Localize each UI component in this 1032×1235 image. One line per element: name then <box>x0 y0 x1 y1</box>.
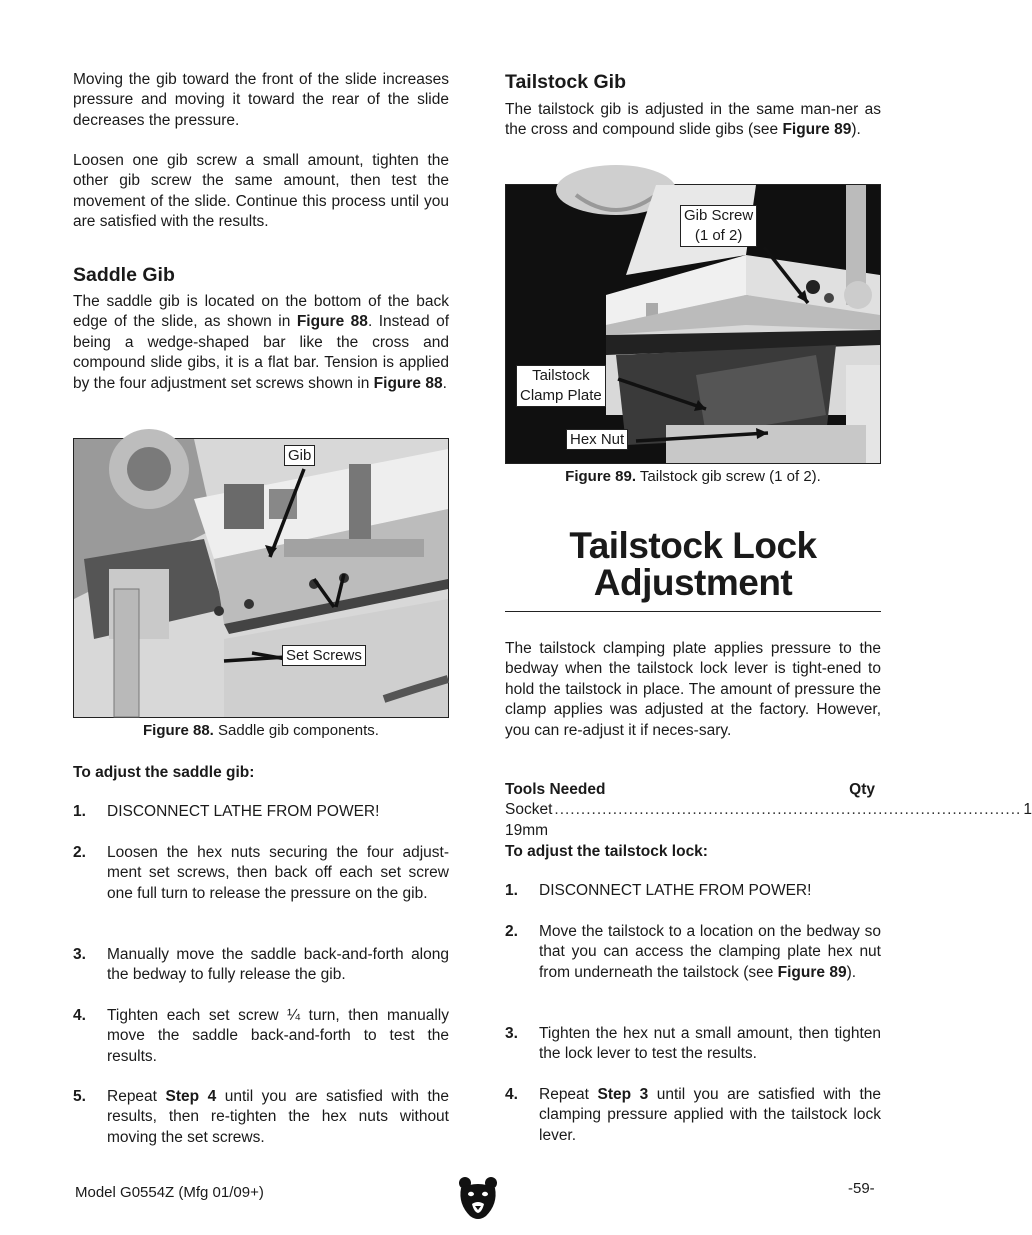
bear-head-icon <box>458 1176 498 1222</box>
saddle-gib-paragraph: The saddle gib is located on the bottom of the back edge of the slide, as shown in Figure 88. Instead of being a wedge-shaped bar like the cross and compound slide gibs, it is a flat bar. Tension is applied by the four adjustment set screws shown in Figure 88. <box>73 293 449 392</box>
gib-label: Gib <box>284 445 315 466</box>
saddle-step-2: 2. Loosen the hex nuts securing the four adjust-ment set screws, then back off each set screw one full turn to release the pressure on the gib. <box>73 844 449 902</box>
hex-nut-label: Hex Nut <box>566 429 628 450</box>
saddle-procedure-heading: To adjust the saddle gib: <box>73 764 255 781</box>
tailstock-step-1: 1. DISCONNECT LATHE FROM POWER! <box>505 882 812 899</box>
figure-ref: Figure 88 <box>296 313 368 331</box>
tailstock-step-2: 2. Move the tailstock to a location on the bedway so that you can access the clamping plate hex nut from underneath the tailstock (see Figure 89). <box>505 923 881 981</box>
tailstock-step-4: 4. Repeat Step 3 until you are satisfied with the clamping pressure applied with the tailstock lock lever. <box>505 1086 882 1144</box>
figure-ref: Figure 89 <box>782 121 852 139</box>
tool-qty: 1 <box>1023 801 1032 819</box>
tools-header: Tools Needed <box>505 781 606 798</box>
saddle-gib-heading: Saddle Gib <box>73 264 175 286</box>
tailstock-clamp-plate-label: Tailstock Clamp Plate <box>516 365 606 407</box>
figure-89-caption: Figure 89. Tailstock gib screw (1 of 2). <box>565 468 821 485</box>
dot-leader: ........................................................................................ <box>554 801 1022 819</box>
figure-88-photo <box>73 438 449 718</box>
section-title: Tailstock Lock Adjustment <box>569 525 817 603</box>
saddle-gib-illustration <box>74 439 448 717</box>
set-screws-label: Set Screws <box>282 645 366 666</box>
section-divider <box>505 611 881 612</box>
intro-paragraph-2: Loosen one gib screw a small amount, tighten the other gib screw the same amount, then test the movement of the slide. Continue this process until you are satisfied with the results. <box>73 152 449 231</box>
gib-screw-label: Gib Screw (1 of 2) <box>680 205 757 247</box>
tools-needed-table <box>505 780 1032 841</box>
tailstock-procedure-heading: To adjust the tailstock lock: <box>505 843 708 860</box>
tailstock-gib-heading: Tailstock Gib <box>505 71 626 93</box>
saddle-step-3: 3. Manually move the saddle back-and-forth along the bedway to fully release the gib. <box>73 946 449 984</box>
saddle-step-5: 5. Repeat Step 4 until you are satisfied with the results, then re-tighten the hex nuts without moving the set screws. <box>73 1088 450 1146</box>
figure-88-caption: Figure 88. Saddle gib components. <box>143 722 379 739</box>
footer-model: Model G0554Z (Mfg 01/09+) <box>75 1184 264 1201</box>
tailstock-lock-intro: The tailstock clamping plate applies pressure to the bedway when the tailstock lock lever is tight-ened to hold the tailstock in place. The amount of pressure the clamp applies was adjusted at the factory. However, you can re-adjust it if neces-sary. <box>505 640 881 739</box>
tool-name: Socket 19mm <box>505 801 553 839</box>
qty-header: Qty <box>849 781 875 798</box>
tailstock-gib-paragraph: The tailstock gib is adjusted in the same man-ner as the cross and compound slide gibs (see Figure 89). <box>505 101 881 139</box>
saddle-step-1: 1. DISCONNECT LATHE FROM POWER! <box>73 803 380 820</box>
footer-page-number: -59- <box>848 1180 875 1197</box>
tailstock-step-3: 3. Tighten the hex nut a small amount, then tighten the lock lever to test the results. <box>505 1025 881 1063</box>
saddle-step-4: 4. Tighten each set screw ¼ turn, then manually move the saddle back-and-forth to test the results. <box>73 1007 449 1065</box>
figure-ref: Figure 88 <box>373 374 443 392</box>
intro-paragraph-1: Moving the gib toward the front of the slide increases pressure and moving it toward the rear of the slide decreases the pressure. <box>73 71 449 129</box>
figure-89-photo <box>505 184 881 464</box>
